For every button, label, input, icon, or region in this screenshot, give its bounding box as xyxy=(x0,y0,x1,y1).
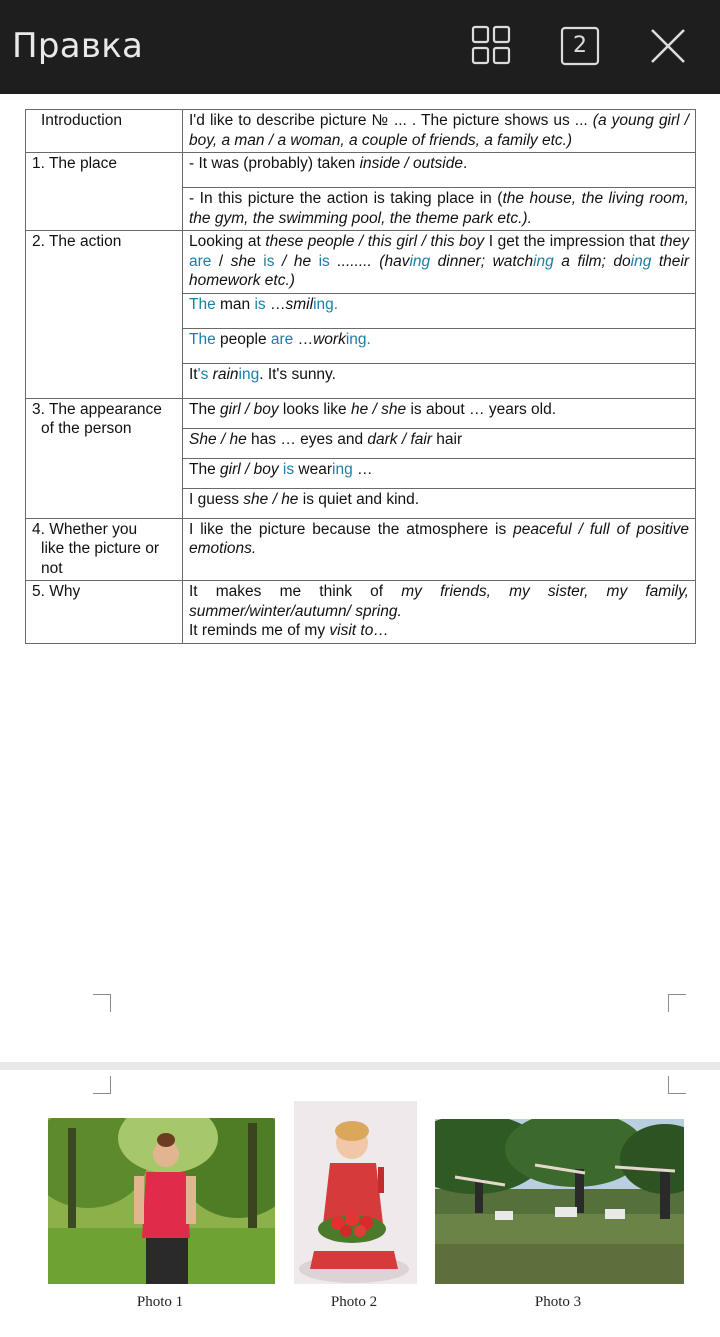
row-label-place: 1. The place xyxy=(26,153,183,231)
photo-2-image xyxy=(294,1101,417,1284)
page-margin-mark xyxy=(668,1076,686,1094)
document-page-1 xyxy=(0,94,720,1064)
cell-action-3: The people are …working. xyxy=(183,328,696,363)
row-label-appearance: 3. The appearance of the person xyxy=(26,398,183,518)
table-row xyxy=(26,518,696,581)
photo-3-image xyxy=(435,1119,684,1284)
grid-view-icon[interactable] xyxy=(470,24,514,68)
cell-appearance-1: The girl / boy looks like he / she is about … years old. xyxy=(183,398,696,428)
page-number: 2 xyxy=(573,33,587,58)
close-icon xyxy=(646,24,690,68)
app-title: Правка xyxy=(12,26,144,66)
cell-place-1: - It was (probably) taken inside / outside. xyxy=(183,153,696,188)
cell-action-2: The man is …smiling. xyxy=(183,293,696,328)
cell-why: It makes me think of my friends, my sister, my family, summer/winter/autumn/ spring. It reminds me of my visit to… xyxy=(183,581,696,644)
page-separator xyxy=(0,1062,720,1070)
description-plan-table xyxy=(25,109,696,644)
cell-action-1: Looking at these people / this girl / this boy I get the impression that they are / she is / he is ........ (having dinner; watching a film; doing their homework etc.) xyxy=(183,231,696,294)
cell-appearance-2: She / he has … eyes and dark / fair hair xyxy=(183,428,696,458)
cell-action-4: It's raining. It's sunny. xyxy=(183,363,696,398)
photo-3-caption: Photo 3 xyxy=(534,1294,582,1310)
photo-2-caption: Photo 2 xyxy=(330,1294,378,1310)
page-number-button[interactable] xyxy=(558,24,602,68)
photo-1-image xyxy=(48,1118,275,1284)
row-label-why: 5. Why xyxy=(26,581,183,644)
cell-whether: I like the picture because the atmosphere is peaceful / full of positive emotions. xyxy=(183,518,696,581)
page-margin-mark xyxy=(93,1076,111,1094)
table-row xyxy=(26,581,696,644)
row-label-whether: 4. Whether you like the picture or not xyxy=(26,518,183,581)
document-page-2 xyxy=(0,1070,720,1337)
row-label-action: 2. The action xyxy=(26,231,183,399)
cell-introduction: I'd like to describe picture № ... . The picture shows us ... (a young girl / boy, a man / a woman, a couple of friends, a family etc.) xyxy=(183,110,696,153)
app-toolbar xyxy=(0,0,720,94)
row-label-introduction: Introduction xyxy=(26,110,183,153)
cell-place-2: - In this picture the action is taking place in (the house, the living room, the gym, the swimming pool, the theme park etc.). xyxy=(183,188,696,231)
page-margin-mark xyxy=(93,994,111,1012)
photo-1-caption: Photo 1 xyxy=(136,1294,184,1310)
table-row xyxy=(26,398,696,428)
table-row xyxy=(26,231,696,294)
close-button[interactable] xyxy=(646,24,690,68)
page-margin-mark xyxy=(668,994,686,1012)
cell-appearance-3: The girl / boy is wearing … xyxy=(183,458,696,488)
table-row xyxy=(26,110,696,153)
cell-appearance-4: I guess she / he is quiet and kind. xyxy=(183,488,696,518)
table-row xyxy=(26,153,696,188)
